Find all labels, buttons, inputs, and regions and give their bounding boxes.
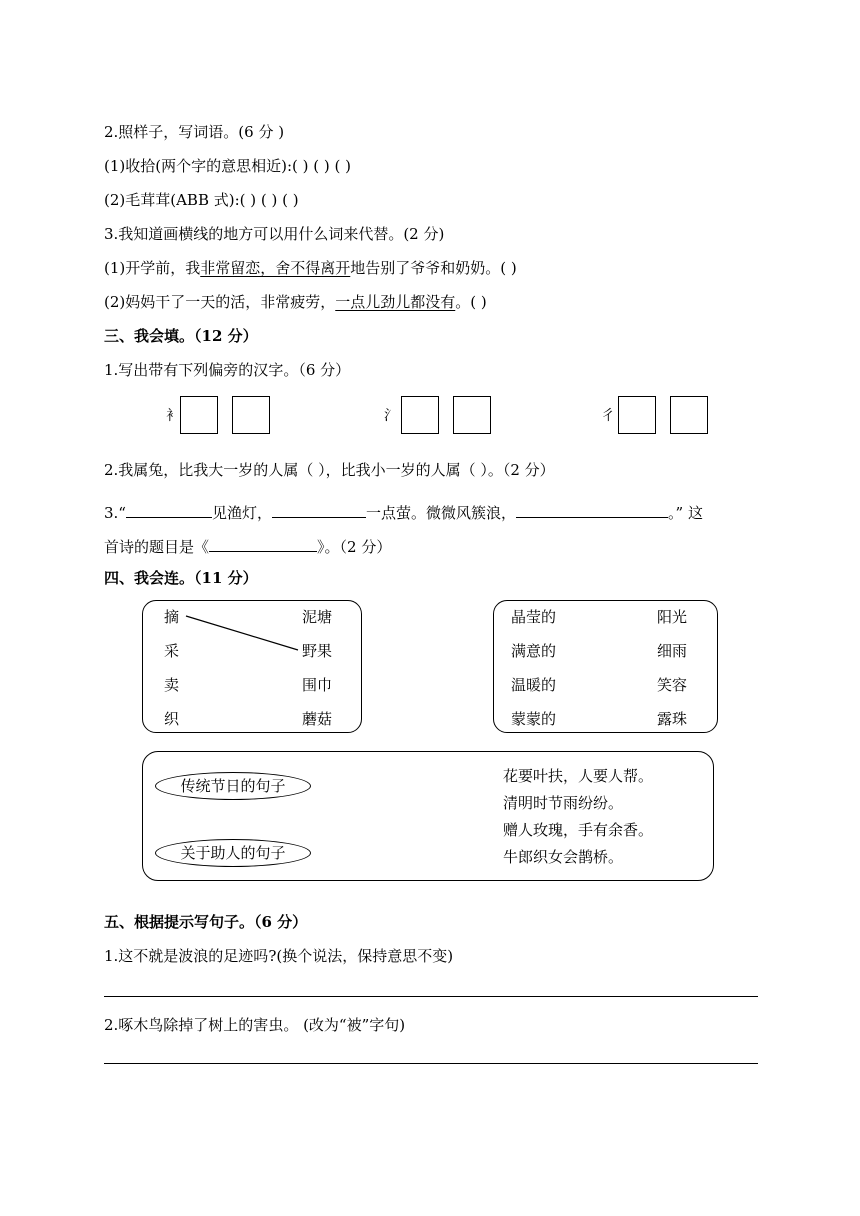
sentence-item[interactable]: 赠人玫瑰，手有余香。	[503, 821, 654, 839]
underlined-phrase: 非常留恋，舍不得离开	[200, 259, 351, 277]
question-line: 2.啄木鸟除掉了树上的害虫。 (改为“被”字句)	[104, 1016, 406, 1034]
question-line: (2)毛茸茸(ABB 式):( ) ( ) ( )	[104, 191, 299, 209]
oval-category[interactable]: 传统节日的句子	[155, 772, 311, 800]
question-title: 2.照样子，写词语。(6 分 )	[104, 123, 285, 141]
question-line: (2)妈妈干了一天的活，非常疲劳，一点儿劲儿都没有。( )	[104, 293, 487, 311]
match-word[interactable]: 卖	[164, 676, 180, 694]
match-word[interactable]: 泥塘	[302, 608, 333, 626]
section-heading: 四、我会连。（11 分）	[104, 569, 258, 587]
underlined-phrase: 一点儿劲儿都没有	[335, 293, 456, 311]
sentence-item[interactable]: 花要叶扶，人要人帮。	[503, 767, 654, 785]
match-word[interactable]: 笑容	[657, 676, 688, 694]
question-line: 2.我属兔，比我大一岁的人属（ ），比我小一岁的人属（ ）。（2 分）	[104, 461, 555, 479]
radical-label: 衤	[166, 408, 180, 424]
match-word[interactable]: 围巾	[302, 676, 333, 694]
question-line: (1)收拾(两个字的意思相近):( ) ( ) ( )	[104, 157, 351, 175]
sentence-item[interactable]: 清明时节雨纷纷。	[503, 794, 624, 812]
oval-category[interactable]: 关于助人的句子	[155, 839, 311, 867]
match-word[interactable]: 露珠	[657, 710, 688, 728]
question-title: 3.我知道画横线的地方可以用什么词来代替。(2 分)	[104, 225, 445, 243]
section-heading: 五、根据提示写句子。（6 分）	[104, 913, 308, 931]
match-word[interactable]: 织	[164, 710, 180, 728]
match-word[interactable]: 野果	[302, 642, 333, 660]
match-word[interactable]: 阳光	[657, 608, 688, 626]
match-word[interactable]: 晶莹的	[511, 608, 557, 626]
answer-line[interactable]	[104, 996, 758, 997]
question-line: 1.这不就是波浪的足迹吗?(换个说法，保持意思不变)	[104, 947, 454, 965]
match-word[interactable]: 摘	[164, 608, 180, 626]
match-word[interactable]: 蘑菇	[302, 710, 333, 728]
answer-line[interactable]	[104, 1063, 758, 1064]
match-word[interactable]: 蒙蒙的	[511, 710, 557, 728]
poem-question: 首诗的题目是《 》。（2 分）	[104, 535, 391, 557]
section-heading: 三、我会填。（12 分）	[104, 327, 258, 345]
question-title: 1.写出带有下列偏旁的汉字。（6 分）	[104, 361, 351, 379]
radical-label: 氵	[384, 408, 398, 424]
radical-label: 彳	[601, 408, 615, 424]
sentence-item[interactable]: 牛郎织女会鹊桥。	[503, 848, 624, 866]
match-word[interactable]: 采	[164, 642, 180, 660]
poem-question: 3.“ 见渔灯， 一点萤。微微风簇浪， 。” 这	[104, 501, 703, 523]
question-line: (1)开学前，我非常留恋，舍不得离开地告别了爷爷和奶奶。( )	[104, 259, 517, 277]
match-word[interactable]: 满意的	[511, 642, 557, 660]
match-word[interactable]: 温暖的	[511, 676, 557, 694]
match-word[interactable]: 细雨	[657, 642, 688, 660]
